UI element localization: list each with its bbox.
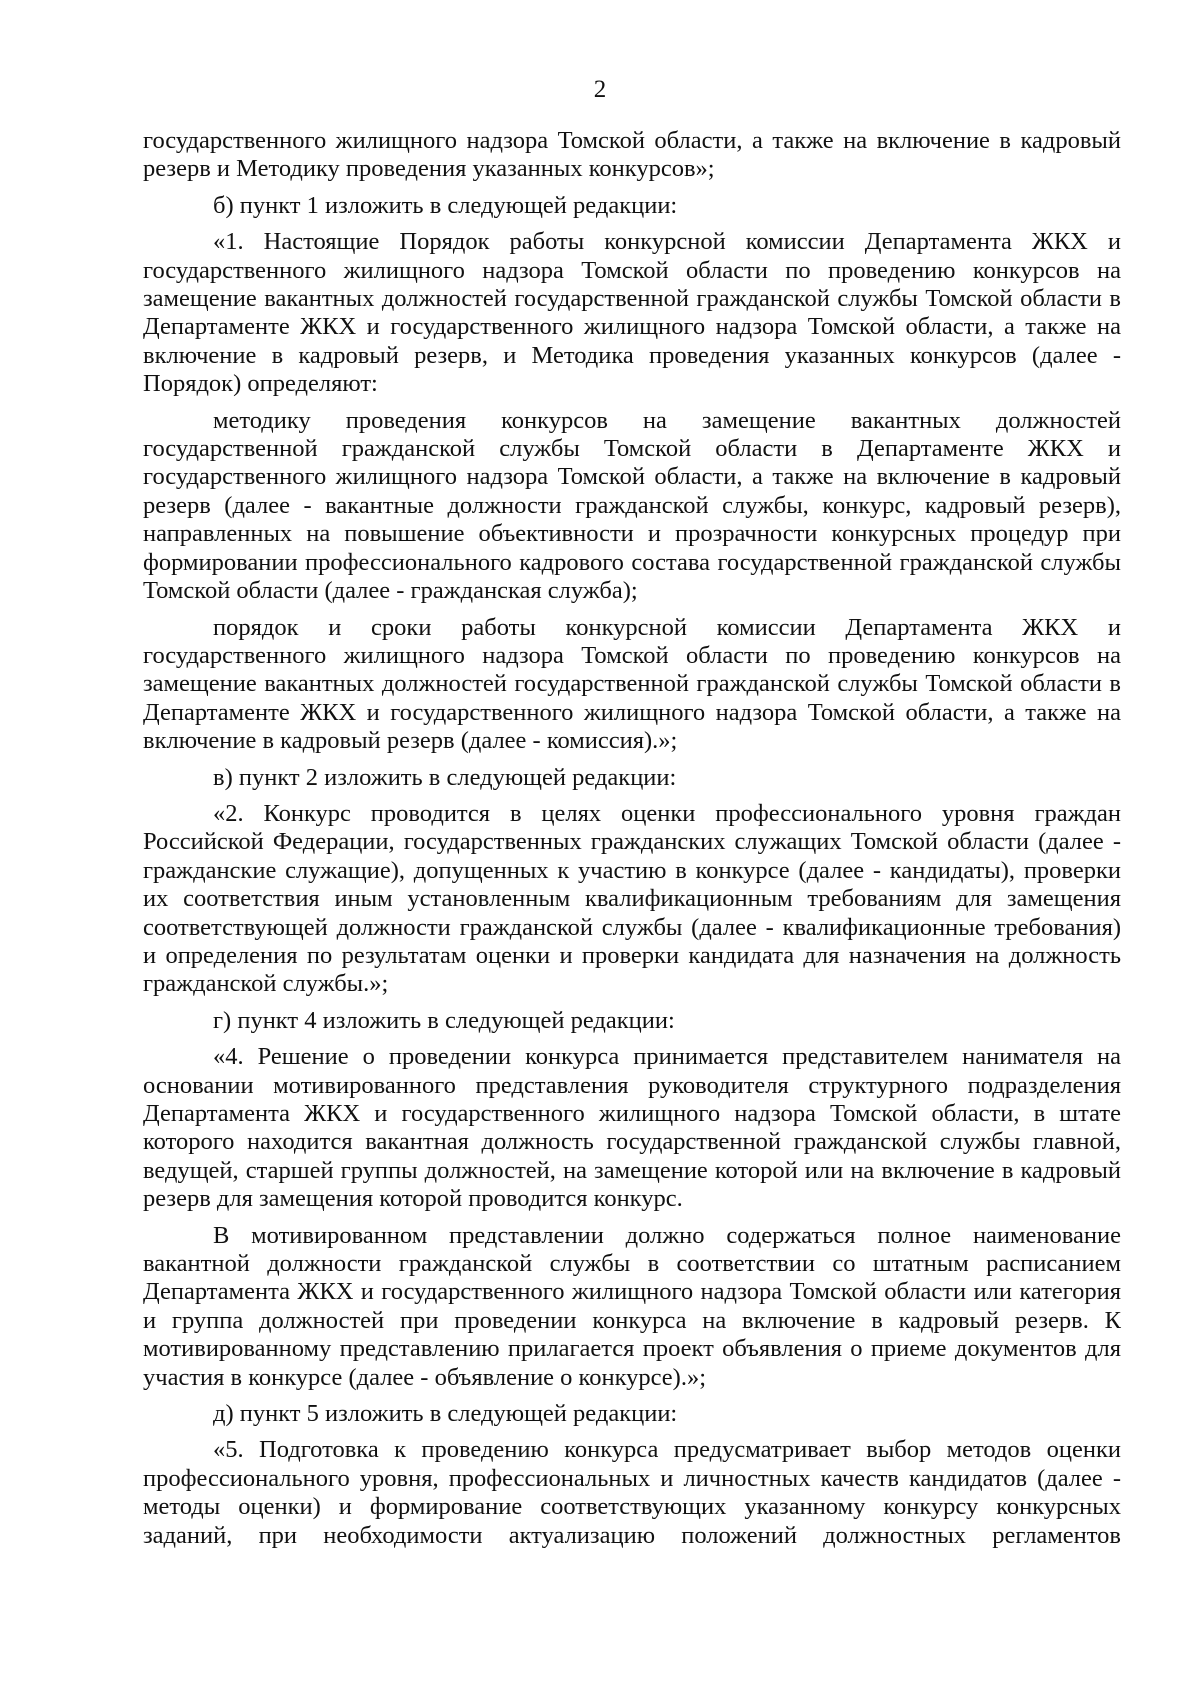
document-body bbox=[143, 127, 1121, 1558]
paragraph-point-2: «2. Конкурс проводится в целях оценки профессионального уровня граждан Российской Федерации, государственных гражданских служащих Томской области (далее - гражданские служащие), допущенных к участию в конкурсе (далее - кандидаты), проверки их соответствия иным установленным квалификационным требованиям для замещения соответствующей должности гражданской службы (далее - квалификационные требования) и определения по результатам оценки и проверки кандидата для назначения на должность гражданской службы.»; bbox=[143, 799, 1121, 998]
paragraph-item-d-heading: д) пункт 5 изложить в следующей редакции: bbox=[213, 1400, 678, 1428]
paragraph-motivated-submission: В мотивированном представлении должно содержаться полное наименование вакантной должности гражданской службы в соответствии со штатным расписанием Департамента ЖКХ и государственного жилищного надзора Томской области или категория и группа должностей при проведении конкурса на включение в кадровый резерв. К мотивированному представлению прилагается проект объявления о приеме документов для участия в конкурсе (далее - объявление о конкурсе).»; bbox=[143, 1221, 1121, 1391]
paragraph-point-4: «4. Решение о проведении конкурса принимается представителем нанимателя на основании мотивированного представления руководителя структурного подразделения Департамента ЖКХ и государственного жилищного надзора Томской области, в штате которого находится вакантная должность государственной гражданской службы главной, ведущей, старшей группы должностей, на замещение которой или на включение в кадровый резерв для замещения которой проводится конкурс. bbox=[143, 1043, 1121, 1213]
paragraph-point-5: «5. Подготовка к проведению конкурса предусматривает выбор методов оценки профессионального уровня, профессиональных и личностных качеств кандидатов (далее - методы оценки) и формирование соответствующих указанному конкурсу конкурсных заданий, при необходимости актуализацию положений должностных регламентов bbox=[143, 1436, 1121, 1549]
paragraph-item-g-heading: г) пункт 4 изложить в следующей редакции: bbox=[213, 1006, 675, 1034]
paragraph-point-1: «1. Настоящие Порядок работы конкурсной комиссии Департамента ЖКХ и государственного жилищного надзора Томской области по проведению конкурсов на замещение вакантных должностей государственной гражданской службы Томской области в Департаменте ЖКХ и государственного жилищного надзора Томской области, а также на включение в кадровый резерв, и Методика проведения указанных конкурсов (далее - Порядок) определяют: bbox=[143, 228, 1121, 398]
paragraph-continuation: государственного жилищного надзора Томской области, а также на включение в кадровый резерв и Методику проведения указанных конкурсов»; bbox=[143, 127, 1121, 183]
paragraph-procedure: порядок и сроки работы конкурсной комиссии Департамента ЖКХ и государственного жилищного надзора Томской области по проведению конкурсов на замещение вакантных должностей государственной гражданской службы Томской области в Департаменте ЖКХ и государственного жилищного надзора Томской области, а также на включение в кадровый резерв (далее - комиссия).»; bbox=[143, 613, 1121, 755]
paragraph-item-v-heading: в) пункт 2 изложить в следующей редакции: bbox=[213, 763, 677, 791]
paragraph-item-b-heading: б) пункт 1 изложить в следующей редакции: bbox=[213, 191, 678, 219]
page-number: 2 bbox=[593, 76, 607, 103]
paragraph-methodology: методику проведения конкурсов на замещение вакантных должностей государственной гражданской службы Томской области в Департаменте ЖКХ и государственного жилищного надзора Томской области, а также на включение в кадровый резерв (далее - вакантные должности гражданской службы, конкурс, кадровый резерв), направленных на повышение объективности и прозрачности конкурсных процедур при формировании профессионального кадрового состава государственной гражданской службы Томской области (далее - гражданская служба); bbox=[143, 406, 1121, 605]
